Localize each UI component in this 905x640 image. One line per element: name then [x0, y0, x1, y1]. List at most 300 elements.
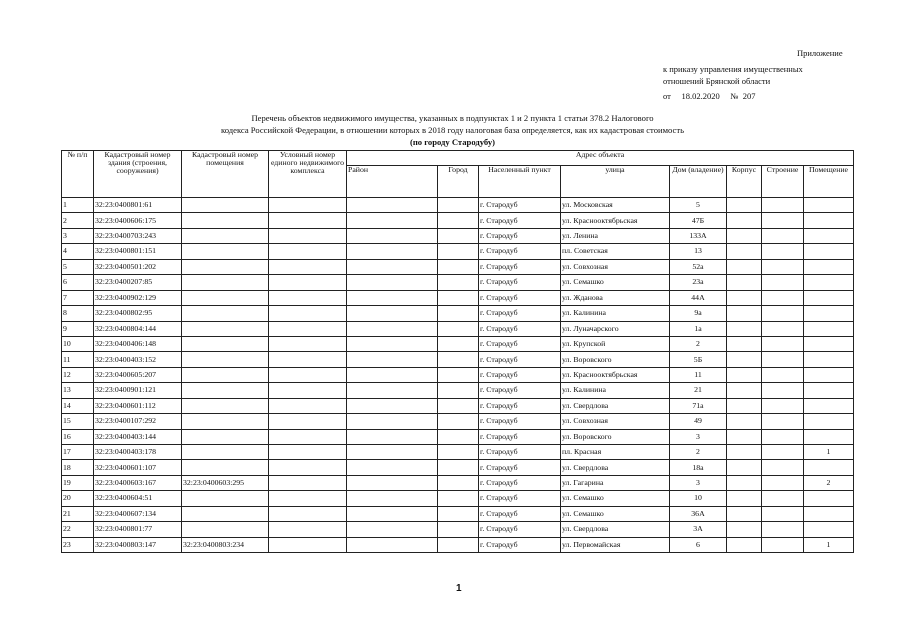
cell-locality: г. Стародуб [479, 383, 561, 398]
cell-stroenie [762, 367, 804, 382]
cell-building-cadastral: 32:23:0400606:175 [94, 213, 182, 228]
cell-house: 36А [670, 506, 727, 521]
cell-district [347, 460, 438, 475]
table-row [62, 244, 854, 259]
cell-complex-number [269, 445, 347, 460]
heading-line-1: Перечень объектов недвижимого имущества, указанных в подпунктах 1 и 2 пункта 1 статьи 378.2 Налогового [251, 113, 654, 123]
cell-complex-number [269, 213, 347, 228]
cell-pomeshchenie [804, 460, 854, 475]
cell-korpus [727, 259, 762, 274]
cell-district [347, 352, 438, 367]
header-street: улица [561, 166, 670, 198]
cell-locality: г. Стародуб [479, 522, 561, 537]
cell-row-number: 4 [62, 244, 94, 259]
cell-district [347, 506, 438, 521]
table-row [62, 275, 854, 290]
table-row [62, 367, 854, 382]
cell-pomeshchenie [804, 259, 854, 274]
cell-city [438, 352, 479, 367]
table-row [62, 460, 854, 475]
cell-stroenie [762, 460, 804, 475]
cell-complex-number [269, 352, 347, 367]
cell-complex-number [269, 336, 347, 351]
cell-stroenie [762, 244, 804, 259]
cell-pomeshchenie [804, 321, 854, 336]
cell-building-cadastral: 32:23:0400802:95 [94, 306, 182, 321]
cell-city [438, 306, 479, 321]
cell-pomeshchenie [804, 506, 854, 521]
cell-row-number: 22 [62, 522, 94, 537]
cell-korpus [727, 522, 762, 537]
cell-locality: г. Стародуб [479, 244, 561, 259]
cell-locality: г. Стародуб [479, 321, 561, 336]
cell-street: ул. Луначарского [561, 321, 670, 336]
cell-row-number: 2 [62, 213, 94, 228]
cell-city [438, 367, 479, 382]
cell-district [347, 198, 438, 213]
cell-building-cadastral: 32:23:0400902:129 [94, 290, 182, 305]
appendix-line-1: к приказу управления имущественных [663, 64, 803, 74]
cell-building-cadastral: 32:23:0400801:61 [94, 198, 182, 213]
cell-stroenie [762, 275, 804, 290]
cell-building-cadastral: 32:23:0400703:243 [94, 228, 182, 243]
cell-stroenie [762, 522, 804, 537]
cell-stroenie [762, 336, 804, 351]
cell-complex-number [269, 537, 347, 552]
cell-row-number: 8 [62, 306, 94, 321]
cell-room-cadastral [182, 244, 269, 259]
cell-complex-number [269, 475, 347, 490]
cell-complex-number [269, 429, 347, 444]
cell-room-cadastral [182, 213, 269, 228]
cell-street: ул. Свердлова [561, 522, 670, 537]
table-row [62, 537, 854, 552]
cell-complex-number [269, 198, 347, 213]
cell-locality: г. Стародуб [479, 275, 561, 290]
table-row [62, 445, 854, 460]
table-row [62, 290, 854, 305]
cell-row-number: 7 [62, 290, 94, 305]
cell-pomeshchenie [804, 336, 854, 351]
cell-complex-number [269, 275, 347, 290]
header-building-cadastral: Кадастровый номер здания (строения, сооружения) [94, 151, 182, 198]
cell-row-number: 6 [62, 275, 94, 290]
cell-pomeshchenie [804, 244, 854, 259]
cell-locality: г. Стародуб [479, 475, 561, 490]
cell-house: 21 [670, 383, 727, 398]
cell-locality: г. Стародуб [479, 352, 561, 367]
cell-building-cadastral: 32:23:0400605:207 [94, 367, 182, 382]
cell-room-cadastral [182, 383, 269, 398]
cell-city [438, 522, 479, 537]
cell-city [438, 445, 479, 460]
cell-building-cadastral: 32:23:0400601:112 [94, 398, 182, 413]
cell-house: 9а [670, 306, 727, 321]
table-row [62, 475, 854, 490]
cell-row-number: 20 [62, 491, 94, 506]
cell-house: 47Б [670, 213, 727, 228]
cell-house: 2 [670, 445, 727, 460]
table-row [62, 228, 854, 243]
table-row [62, 306, 854, 321]
cell-city [438, 275, 479, 290]
cell-row-number: 12 [62, 367, 94, 382]
cell-stroenie [762, 352, 804, 367]
cell-stroenie [762, 445, 804, 460]
cell-pomeshchenie [804, 522, 854, 537]
cell-house: 6 [670, 537, 727, 552]
header-address: Адрес объекта [347, 151, 854, 166]
objects-table [61, 150, 854, 553]
cell-korpus [727, 460, 762, 475]
cell-building-cadastral: 32:23:0400403:178 [94, 445, 182, 460]
cell-street: пл. Красная [561, 445, 670, 460]
table-row [62, 321, 854, 336]
cell-locality: г. Стародуб [479, 491, 561, 506]
header-city: Город [438, 166, 479, 198]
cell-district [347, 537, 438, 552]
cell-korpus [727, 506, 762, 521]
cell-complex-number [269, 491, 347, 506]
cell-room-cadastral [182, 259, 269, 274]
cell-building-cadastral: 32:23:0400801:151 [94, 244, 182, 259]
cell-stroenie [762, 198, 804, 213]
cell-room-cadastral [182, 228, 269, 243]
cell-building-cadastral: 32:23:0400901:121 [94, 383, 182, 398]
table-row [62, 352, 854, 367]
cell-district [347, 429, 438, 444]
cell-city [438, 506, 479, 521]
cell-district [347, 414, 438, 429]
cell-city [438, 259, 479, 274]
cell-street: ул. Калинина [561, 306, 670, 321]
cell-room-cadastral [182, 352, 269, 367]
appendix-line-2: отношений Брянской области [663, 76, 771, 86]
cell-street: ул. Краснооктябрьская [561, 367, 670, 382]
cell-house: 3 [670, 429, 727, 444]
header-pomeshchenie: Помещение [804, 166, 854, 198]
cell-house: 1а [670, 321, 727, 336]
cell-pomeshchenie [804, 383, 854, 398]
cell-complex-number [269, 460, 347, 475]
header-district: Район [347, 166, 438, 198]
cell-stroenie [762, 228, 804, 243]
cell-building-cadastral: 32:23:0400403:144 [94, 429, 182, 444]
cell-korpus [727, 537, 762, 552]
cell-locality: г. Стародуб [479, 367, 561, 382]
cell-pomeshchenie [804, 429, 854, 444]
cell-street: ул. Свердлова [561, 460, 670, 475]
cell-house: 10 [670, 491, 727, 506]
cell-complex-number [269, 321, 347, 336]
cell-district [347, 259, 438, 274]
cell-pomeshchenie [804, 275, 854, 290]
cell-house: 49 [670, 414, 727, 429]
cell-street: пл. Советская [561, 244, 670, 259]
cell-house: 23а [670, 275, 727, 290]
cell-district [347, 306, 438, 321]
cell-row-number: 11 [62, 352, 94, 367]
cell-street: ул. Крупской [561, 336, 670, 351]
cell-street: ул. Свердлова [561, 398, 670, 413]
cell-city [438, 321, 479, 336]
cell-district [347, 445, 438, 460]
cell-stroenie [762, 506, 804, 521]
cell-city [438, 336, 479, 351]
cell-city [438, 537, 479, 552]
cell-street: ул. Совхозная [561, 259, 670, 274]
cell-stroenie [762, 383, 804, 398]
cell-street: ул. Гагарина [561, 475, 670, 490]
cell-stroenie [762, 321, 804, 336]
cell-building-cadastral: 32:23:0400604:51 [94, 491, 182, 506]
cell-row-number: 3 [62, 228, 94, 243]
table-row [62, 491, 854, 506]
header-korpus: Корпус [727, 166, 762, 198]
cell-house: 11 [670, 367, 727, 382]
cell-house: 71а [670, 398, 727, 413]
cell-building-cadastral: 32:23:0400501:202 [94, 259, 182, 274]
cell-pomeshchenie [804, 198, 854, 213]
cell-korpus [727, 228, 762, 243]
cell-korpus [727, 213, 762, 228]
cell-pomeshchenie [804, 306, 854, 321]
cell-locality: г. Стародуб [479, 198, 561, 213]
table-row [62, 522, 854, 537]
cell-street: ул. Воровского [561, 352, 670, 367]
cell-district [347, 475, 438, 490]
cell-pomeshchenie: 1 [804, 445, 854, 460]
cell-building-cadastral: 32:23:0400207:85 [94, 275, 182, 290]
cell-city [438, 228, 479, 243]
cell-city [438, 198, 479, 213]
cell-complex-number [269, 398, 347, 413]
cell-korpus [727, 244, 762, 259]
cell-district [347, 522, 438, 537]
cell-korpus [727, 414, 762, 429]
cell-room-cadastral [182, 506, 269, 521]
cell-house: 52а [670, 259, 727, 274]
cell-locality: г. Стародуб [479, 290, 561, 305]
cell-row-number: 5 [62, 259, 94, 274]
cell-room-cadastral [182, 522, 269, 537]
cell-room-cadastral [182, 290, 269, 305]
cell-korpus [727, 491, 762, 506]
cell-street: ул. Московская [561, 198, 670, 213]
header-num: № п/п [62, 151, 94, 198]
cell-row-number: 15 [62, 414, 94, 429]
cell-street: ул. Семашко [561, 491, 670, 506]
cell-row-number: 14 [62, 398, 94, 413]
cell-stroenie [762, 398, 804, 413]
cell-stroenie [762, 259, 804, 274]
cell-stroenie [762, 491, 804, 506]
table-row [62, 198, 854, 213]
cell-room-cadastral [182, 321, 269, 336]
cell-complex-number [269, 383, 347, 398]
cell-house: 2 [670, 336, 727, 351]
heading-line-2: кодекса Российской Федерации, в отношении которых в 2018 году налоговая база определяется, как их кадастровая стоимость [220, 125, 685, 135]
header-stroenie: Строение [762, 166, 804, 198]
heading-line-3: (по городу Стародубу) [409, 137, 496, 147]
cell-locality: г. Стародуб [479, 228, 561, 243]
cell-row-number: 13 [62, 383, 94, 398]
cell-korpus [727, 475, 762, 490]
cell-house: 44А [670, 290, 727, 305]
cell-row-number: 18 [62, 460, 94, 475]
cell-room-cadastral [182, 445, 269, 460]
cell-pomeshchenie [804, 367, 854, 382]
cell-building-cadastral: 32:23:0400603:167 [94, 475, 182, 490]
cell-stroenie [762, 306, 804, 321]
cell-room-cadastral: 32:23:0400603:295 [182, 475, 269, 490]
cell-street: ул. Семашко [561, 506, 670, 521]
cell-locality: г. Стародуб [479, 398, 561, 413]
cell-row-number: 9 [62, 321, 94, 336]
cell-complex-number [269, 259, 347, 274]
cell-district [347, 336, 438, 351]
cell-stroenie [762, 537, 804, 552]
cell-building-cadastral: 32:23:0400803:147 [94, 537, 182, 552]
cell-room-cadastral [182, 414, 269, 429]
cell-pomeshchenie [804, 228, 854, 243]
table-row [62, 336, 854, 351]
header-room-cadastral: Кадастровый номер помещения [182, 151, 269, 198]
cell-locality: г. Стародуб [479, 506, 561, 521]
cell-locality: г. Стародуб [479, 259, 561, 274]
cell-room-cadastral [182, 429, 269, 444]
cell-korpus [727, 383, 762, 398]
page-number: 1 [456, 583, 462, 594]
cell-district [347, 213, 438, 228]
cell-district [347, 383, 438, 398]
cell-district [347, 244, 438, 259]
cell-complex-number [269, 367, 347, 382]
cell-street: ул. Воровского [561, 429, 670, 444]
cell-pomeshchenie [804, 398, 854, 413]
cell-house: 18а [670, 460, 727, 475]
appendix-date-line: от 18.02.2020 № 207 [663, 91, 756, 101]
cell-building-cadastral: 32:23:0400601:107 [94, 460, 182, 475]
cell-complex-number [269, 414, 347, 429]
cell-district [347, 321, 438, 336]
table-row [62, 398, 854, 413]
cell-street: ул. Совхозная [561, 414, 670, 429]
cell-korpus [727, 352, 762, 367]
cell-complex-number [269, 290, 347, 305]
cell-district [347, 228, 438, 243]
cell-row-number: 19 [62, 475, 94, 490]
cell-row-number: 16 [62, 429, 94, 444]
cell-stroenie [762, 475, 804, 490]
cell-stroenie [762, 290, 804, 305]
appendix-title: Приложение [797, 48, 843, 58]
cell-district [347, 367, 438, 382]
cell-locality: г. Стародуб [479, 306, 561, 321]
cell-building-cadastral: 32:23:0400403:152 [94, 352, 182, 367]
cell-locality: г. Стародуб [479, 460, 561, 475]
cell-complex-number [269, 306, 347, 321]
cell-street: ул. Краснооктябрьская [561, 213, 670, 228]
cell-korpus [727, 445, 762, 460]
cell-city [438, 414, 479, 429]
cell-korpus [727, 306, 762, 321]
header-house: Дом (владение) [670, 166, 727, 198]
cell-city [438, 475, 479, 490]
cell-pomeshchenie [804, 491, 854, 506]
cell-city [438, 491, 479, 506]
cell-stroenie [762, 414, 804, 429]
table-row [62, 429, 854, 444]
cell-row-number: 23 [62, 537, 94, 552]
cell-house: 3 [670, 475, 727, 490]
cell-pomeshchenie: 2 [804, 475, 854, 490]
table-row [62, 414, 854, 429]
cell-locality: г. Стародуб [479, 429, 561, 444]
cell-building-cadastral: 32:23:0400607:134 [94, 506, 182, 521]
cell-room-cadastral [182, 398, 269, 413]
cell-complex-number [269, 522, 347, 537]
cell-korpus [727, 336, 762, 351]
table-row [62, 383, 854, 398]
cell-building-cadastral: 32:23:0400107:292 [94, 414, 182, 429]
cell-city [438, 398, 479, 413]
cell-korpus [727, 367, 762, 382]
cell-korpus [727, 275, 762, 290]
cell-room-cadastral [182, 336, 269, 351]
cell-pomeshchenie [804, 352, 854, 367]
cell-pomeshchenie [804, 290, 854, 305]
cell-room-cadastral [182, 491, 269, 506]
cell-complex-number [269, 244, 347, 259]
cell-house: 5 [670, 198, 727, 213]
cell-room-cadastral [182, 198, 269, 213]
cell-locality: г. Стародуб [479, 336, 561, 351]
cell-building-cadastral: 32:23:0400804:144 [94, 321, 182, 336]
cell-house: 5Б [670, 352, 727, 367]
cell-locality: г. Стародуб [479, 445, 561, 460]
cell-room-cadastral [182, 367, 269, 382]
header-complex-number: Условный номер единого недвижимого комплекса [269, 151, 347, 198]
cell-city [438, 383, 479, 398]
cell-room-cadastral: 32:23:0400803:234 [182, 537, 269, 552]
cell-stroenie [762, 429, 804, 444]
cell-district [347, 398, 438, 413]
cell-korpus [727, 429, 762, 444]
cell-street: ул. Жданова [561, 290, 670, 305]
cell-house: 13 [670, 244, 727, 259]
cell-locality: г. Стародуб [479, 537, 561, 552]
cell-building-cadastral: 32:23:0400406:148 [94, 336, 182, 351]
cell-room-cadastral [182, 306, 269, 321]
cell-house: 133А [670, 228, 727, 243]
cell-korpus [727, 321, 762, 336]
table-row [62, 259, 854, 274]
cell-building-cadastral: 32:23:0400801:77 [94, 522, 182, 537]
cell-room-cadastral [182, 460, 269, 475]
cell-city [438, 290, 479, 305]
cell-locality: г. Стародуб [479, 414, 561, 429]
cell-korpus [727, 198, 762, 213]
cell-pomeshchenie [804, 213, 854, 228]
cell-district [347, 275, 438, 290]
cell-row-number: 1 [62, 198, 94, 213]
cell-street: ул. Семашко [561, 275, 670, 290]
table-row [62, 506, 854, 521]
cell-stroenie [762, 213, 804, 228]
cell-room-cadastral [182, 275, 269, 290]
cell-row-number: 21 [62, 506, 94, 521]
